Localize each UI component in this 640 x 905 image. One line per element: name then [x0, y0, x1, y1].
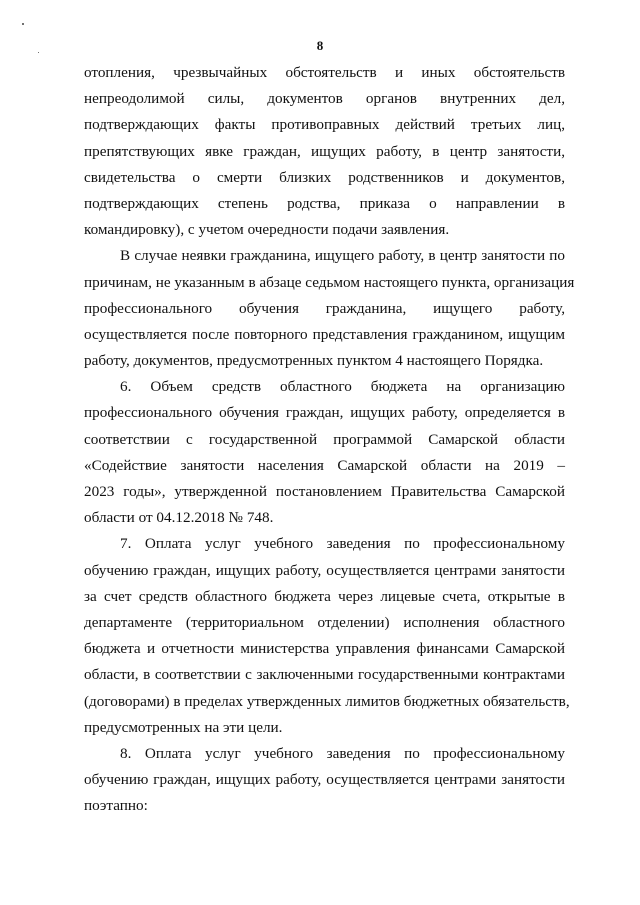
text-line: за счет средств областного бюджета через лицевые счета, открытые в — [84, 587, 565, 605]
text-line: поэтапно: — [84, 797, 148, 815]
text-line: департаменте (территориальном отделении) исполнения областного — [84, 613, 565, 631]
text-line: работу, документов, предусмотренных пунктом 4 настоящего Порядка. — [84, 352, 544, 370]
text-line: В случае неявки гражданина, ищущего работу, в центр занятости по — [120, 247, 565, 265]
text-line: командировку), с учетом очередности подачи заявления. — [84, 221, 450, 239]
paragraph — [84, 60, 565, 243]
text-line: свидетельства о смерти близких родственников и документов, — [84, 168, 565, 186]
paragraph — [84, 374, 565, 531]
text-line: 7. Оплата услуг учебного заведения по профессиональному — [120, 535, 565, 553]
text-line: профессионального обучения граждан, ищущих работу, определяется в — [84, 404, 565, 422]
text-line: 8. Оплата услуг учебного заведения по профессиональному — [120, 744, 565, 762]
text-line: отопления, чрезвычайных обстоятельств и иных обстоятельств — [84, 64, 565, 81]
text-line: 2023 годы», утвержденной постановлением Правительства Самарской — [84, 483, 565, 500]
text-line: области, в соответствии с заключенными государственными контрактами — [84, 666, 565, 684]
text-line: (договорами) в пределах утвержденных лимитов бюджетных обязательств, — [84, 692, 570, 710]
scan-speck — [38, 52, 39, 53]
page-number: 8 — [316, 38, 324, 53]
text-line: непреодолимой силы, документов органов внутренних дел, — [84, 90, 565, 108]
scan-speck — [22, 23, 24, 25]
text-line: бюджета и отчетности министерства управления финансами Самарской — [84, 640, 565, 658]
text-line: области от 04.12.2018 № 748. — [84, 509, 274, 527]
text-line: соответствии с государственной программой Самарской области — [84, 430, 565, 448]
text-line: обучению граждан, ищущих работу, осуществляется центрами занятости — [84, 561, 565, 579]
text-line: причинам, не указанным в абзаце седьмом настоящего пункта, организация — [84, 273, 575, 291]
text-line: осуществляется после повторного представления гражданином, ищущим — [84, 325, 565, 343]
text-line: профессионального обучения гражданина, ищущего работу, — [84, 299, 565, 317]
text-line: препятствующих явке граждан, ищущих работу, в центр занятости, — [84, 142, 565, 160]
paragraph — [84, 741, 565, 820]
text-line: 6. Объем средств областного бюджета на организацию — [120, 378, 565, 396]
text-line: «Содействие занятости населения Самарской области на 2019 – — [84, 456, 565, 474]
paragraph — [84, 243, 575, 374]
paragraph — [84, 531, 570, 741]
document-body — [84, 60, 575, 819]
text-line: подтверждающих факты противоправных действий третьих лиц, — [84, 116, 565, 134]
text-line: предусмотренных на эти цели. — [84, 718, 283, 736]
text-line: обучению граждан, ищущих работу, осуществляется центрами занятости — [84, 771, 565, 789]
text-line: подтверждающих степень родства, приказа о направлении в — [84, 194, 565, 212]
